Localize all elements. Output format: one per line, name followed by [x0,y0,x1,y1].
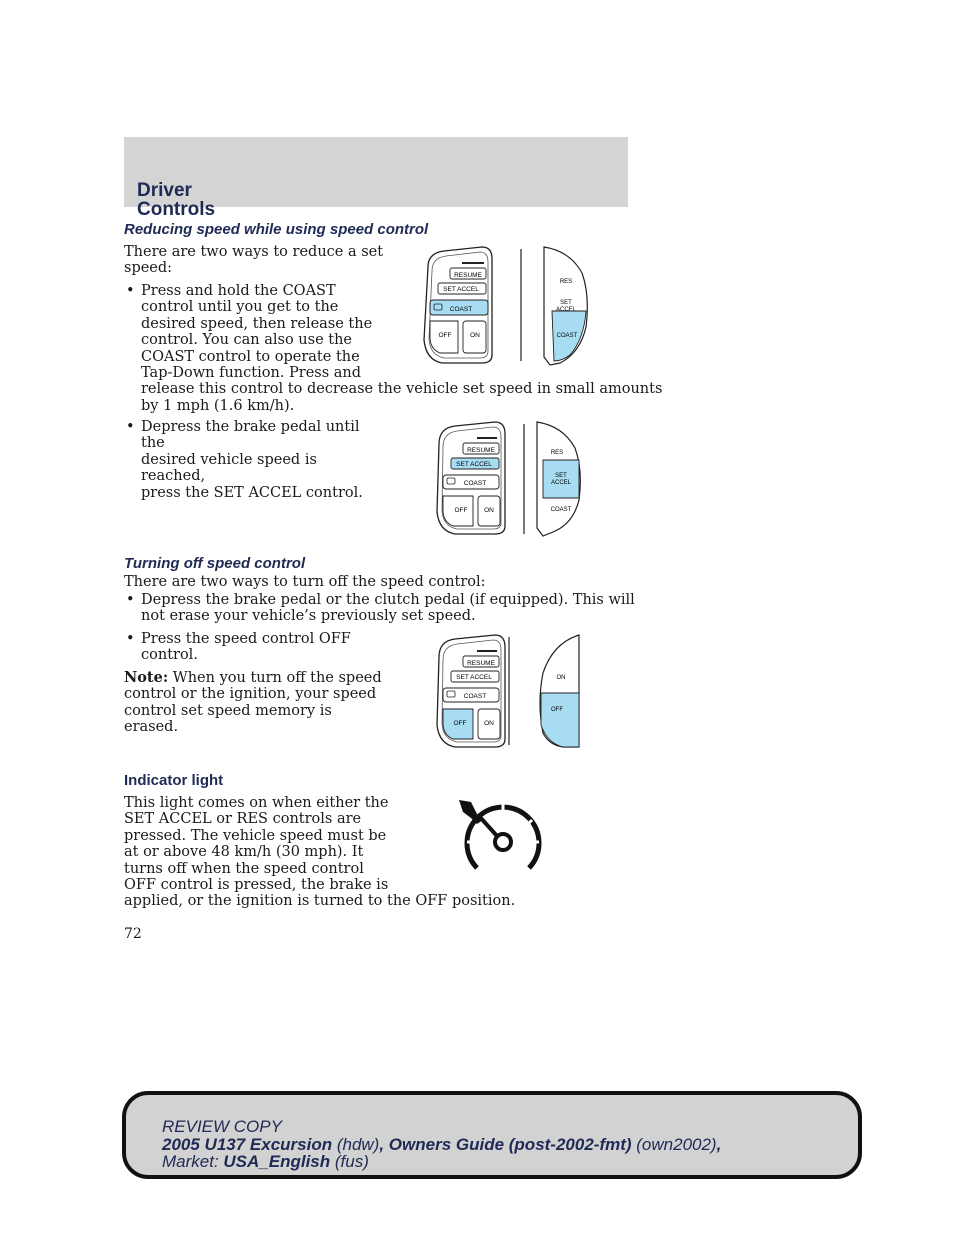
footer-guide-code: (own2002) [631,1134,717,1154]
review-copy-market-line [162,1153,721,1171]
fig2-coast-label: COAST [463,480,487,487]
text-line: by 1 mph (1.6 km/h). [141,397,295,414]
bullet-dot: • [126,631,135,647]
text-line: control or the ignition, your speed [124,686,377,703]
text-line: Press the speed control OFF [141,631,351,647]
text-line: control until you get to the [141,299,339,316]
fig2-set-accel-label: SET ACCEL [456,461,492,468]
text-line: control set speed memory is erased. [124,702,332,736]
indicator-paragraph [124,795,624,910]
text-line: OFF control is pressed, the brake is [124,877,389,894]
text-line: Press and hold the COAST [141,283,336,299]
fig3-on-label-right: ON [556,675,566,681]
footer-market-code: (fus) [330,1152,369,1171]
text-line: release this control to decrease the vehicle set speed in small amounts [141,381,663,398]
fig1-resume-label: RESUME [454,272,482,279]
text-line: pressed. The vehicle speed must be [124,827,387,844]
bullet-text [141,419,384,501]
text-line: Depress the brake pedal until the [141,419,360,452]
footer-guide: , Owners Guide (post-2002-fmt) [379,1134,632,1154]
fig3-off-label: OFF [453,720,467,727]
text-line: speed: [124,260,173,277]
fig3-off-label-right: OFF [551,707,563,713]
fig1-on-label: ON [470,332,480,339]
text-line: There are two ways to reduce a set [124,244,384,260]
fig1-set-label: SET [560,300,572,306]
bullet-dot: • [126,592,135,608]
text-line: This light comes on when either the [124,795,389,811]
text-line: Depress the brake pedal or the clutch pedal (if equipped). This will [141,592,635,608]
text-line: SET ACCEL or RES controls are [124,811,362,828]
figure-off-control [433,633,593,751]
reducing-speed-heading: Reducing speed while using speed control [124,221,429,238]
section-title: Driver Controls [137,180,216,220]
text-line: COAST control to operate the [141,348,360,365]
fig2-coast-label-right: COAST [550,507,572,513]
footer-model-code: (hdw) [332,1134,380,1154]
footer-market: USA_English [223,1152,331,1171]
page-number: 72 [124,926,142,942]
fig3-set-accel-label: SET ACCEL [456,674,492,681]
text-line: When you turn off the speed [168,670,382,686]
text-line: press the SET ACCEL control. [141,484,363,501]
text-line: desired vehicle speed is reached, [141,451,317,485]
fig3-resume-label: RESUME [467,660,495,667]
fig1-coast-label: COAST [449,306,473,313]
review-copy-text [162,1118,721,1171]
fig2-set-label: SET [555,473,567,479]
fig1-off-label: OFF [438,332,452,339]
bullet-text [141,631,351,664]
text-line: at or above 48 km/h (30 mph). It [124,844,364,861]
fig1-res-label: RES [559,279,573,285]
text-line: control. You can also use the [141,332,353,349]
footer-comma: , [716,1134,722,1154]
note-label: Note: [124,669,169,686]
text-line: turns off when the speed control [124,860,364,877]
review-copy-label: REVIEW COPY [162,1117,282,1136]
fig2-on-label: ON [484,507,494,514]
fig1-accel-label: ACCEL [555,307,577,313]
indicator-light-heading: Indicator light [124,772,224,789]
figure-coast-control [420,245,600,367]
text-line: control. [141,647,198,664]
note-paragraph [124,670,384,736]
text-line: applied, or the ignition is turned to the OFF position. [124,893,516,910]
fig2-off-label: OFF [454,507,468,514]
figure-set-accel-control [433,420,593,538]
fig3-on-label: ON [484,720,494,727]
fig1-coast-label-right: COAST [556,333,578,339]
turning-off-heading: Turning off speed control [124,555,306,572]
fig2-res-label: RES [550,450,564,456]
text-line: Tap-Down function. Press and [141,365,362,382]
fig2-accel-label: ACCEL [550,480,572,486]
bullet-dot: • [126,283,135,299]
speedometer-icon [455,798,545,874]
bullet-text [141,592,635,625]
turning-off-intro: There are two ways to turn off the speed control: [124,574,486,590]
reducing-intro [124,244,383,277]
review-copy-model-line [162,1136,721,1154]
footer-model: 2005 U137 Excursion [162,1134,333,1154]
footer-market-label: Market: [162,1152,224,1171]
text-line: desired speed, then release the [141,315,373,332]
fig1-set-accel-label: SET ACCEL [443,286,479,293]
bullet-dot: • [126,419,135,435]
text-line: not erase your vehicle’s previously set speed. [141,608,476,625]
fig3-coast-label: COAST [463,693,487,700]
fig2-resume-label: RESUME [467,447,495,454]
